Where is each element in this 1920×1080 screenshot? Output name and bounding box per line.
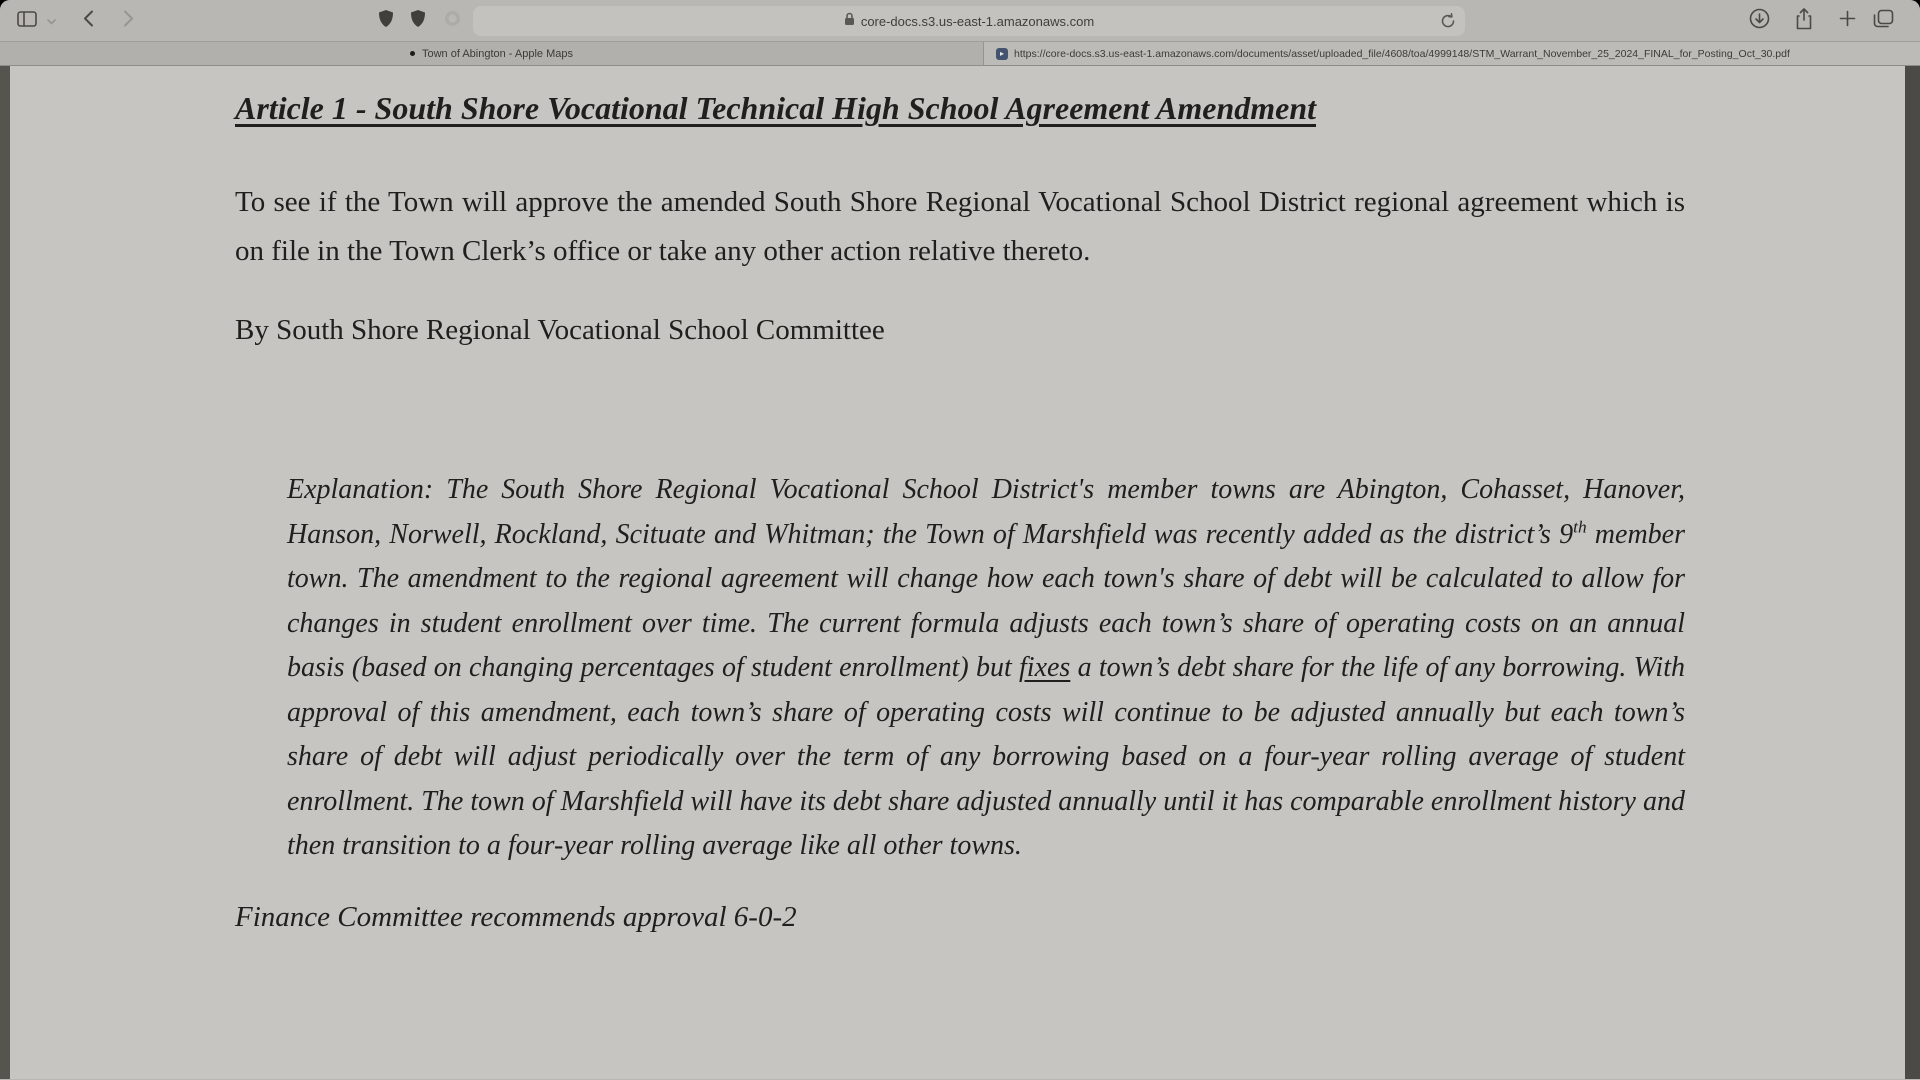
finance-committee-recommendation: Finance Committee recommends approval 6-0-2 bbox=[235, 900, 797, 933]
article-body-paragraph: To see if the Town will approve the amended South Shore Regional Vocational School District regional agreement which is on file in the Town Clerk’s office or take any other action relative thereto. bbox=[235, 186, 1685, 267]
shield-icon bbox=[410, 9, 426, 33]
tabs-overview-icon bbox=[1873, 9, 1894, 34]
pdf-page[interactable] bbox=[10, 66, 1905, 1079]
tab-favicon-dot bbox=[410, 51, 415, 56]
sponsor-line: By South Shore Regional Vocational School Committee bbox=[235, 314, 885, 346]
reload-button[interactable] bbox=[1441, 13, 1456, 34]
back-arrow-icon bbox=[83, 10, 94, 32]
sidebar-menu-chevron[interactable] bbox=[44, 0, 58, 42]
explanation-text-middle: member town. The amendment to the regional agreement will change how each town's share of debt will be calculated to allow for changes in student enrollment over time. The current formula adjusts each town’s share of operating costs on an annual basis (based on changing percentages of student enrollment) but bbox=[287, 518, 1686, 683]
tab-overview-button[interactable] bbox=[1868, 0, 1898, 42]
privacy-extension-button[interactable] bbox=[406, 0, 430, 42]
pdf-favicon-icon: ▸ bbox=[996, 48, 1008, 60]
downloads-button[interactable] bbox=[1745, 0, 1773, 42]
pdf-viewer bbox=[0, 66, 1920, 1079]
explanation-text-after: a town’s debt share for the life of any borrowing. With approval of this amendment, each town’s share of operating costs will continue to be adjusted annually but each town’s share of debt will adjust periodically over the term of any borrowing based on a four-year rolling average of student enrollment. The town of Marshfield will have its debt share adjusted annually until it has comparable enrollment history and then transition to a four-year rolling average like all other towns. bbox=[287, 652, 1685, 861]
forward-button[interactable] bbox=[116, 0, 140, 42]
article-title: Article 1 - South Shore Vocational Technical High School Agreement Amendment bbox=[235, 90, 1317, 126]
disabled-extension-button[interactable] bbox=[440, 0, 464, 42]
extension-circle-icon bbox=[444, 10, 461, 32]
back-button[interactable] bbox=[76, 0, 100, 42]
content-blocker-extension-button[interactable] bbox=[374, 0, 398, 42]
tab-apple-maps[interactable] bbox=[0, 42, 984, 65]
ordinal-superscript: th bbox=[1573, 517, 1587, 537]
underlined-word-fixes: fixes bbox=[1019, 652, 1071, 683]
share-icon bbox=[1795, 8, 1813, 35]
forward-arrow-icon bbox=[123, 10, 134, 32]
address-bar[interactable] bbox=[473, 6, 1465, 36]
explanation-text-before-superscript: Explanation: The South Shore Regional Vocational School District's member towns are Abington, Cohasset, Hanover, Hanson, Norwell, Rockland, Scituate and Whitman; the Town of Marshfield was recently added as the district’s 9 bbox=[287, 474, 1685, 550]
chevron-down-icon bbox=[47, 12, 56, 30]
url-text: core-docs.s3.us-east-1.amazonaws.com bbox=[860, 13, 1095, 29]
shield-icon bbox=[378, 9, 394, 33]
plus-icon bbox=[1839, 10, 1856, 32]
tab-title: https://core-docs.s3.us-east-1.amazonaws.com/documents/asset/uploaded_file/4608/toa/4999148/STM_Warrant_November_25_2024_FINAL_for_Posting_Oct_30.pdf bbox=[1014, 47, 1790, 60]
explanation-paragraph bbox=[287, 468, 1685, 869]
viewer-right-margin[interactable] bbox=[1905, 66, 1920, 1079]
download-circle-icon bbox=[1749, 8, 1770, 34]
sidebar-icon bbox=[17, 11, 37, 32]
browser-toolbar bbox=[0, 0, 1920, 42]
warrant-article bbox=[10, 66, 1905, 935]
padlock-icon bbox=[844, 12, 855, 31]
tab-bar bbox=[0, 42, 1920, 66]
viewer-left-margin bbox=[0, 66, 10, 1079]
new-tab-button[interactable] bbox=[1834, 0, 1860, 42]
sidebar-toggle-button[interactable] bbox=[14, 0, 40, 42]
tab-pdf-active[interactable] bbox=[984, 42, 1920, 65]
share-button[interactable] bbox=[1790, 0, 1818, 42]
tab-title: Town of Abington - Apple Maps bbox=[421, 47, 574, 60]
